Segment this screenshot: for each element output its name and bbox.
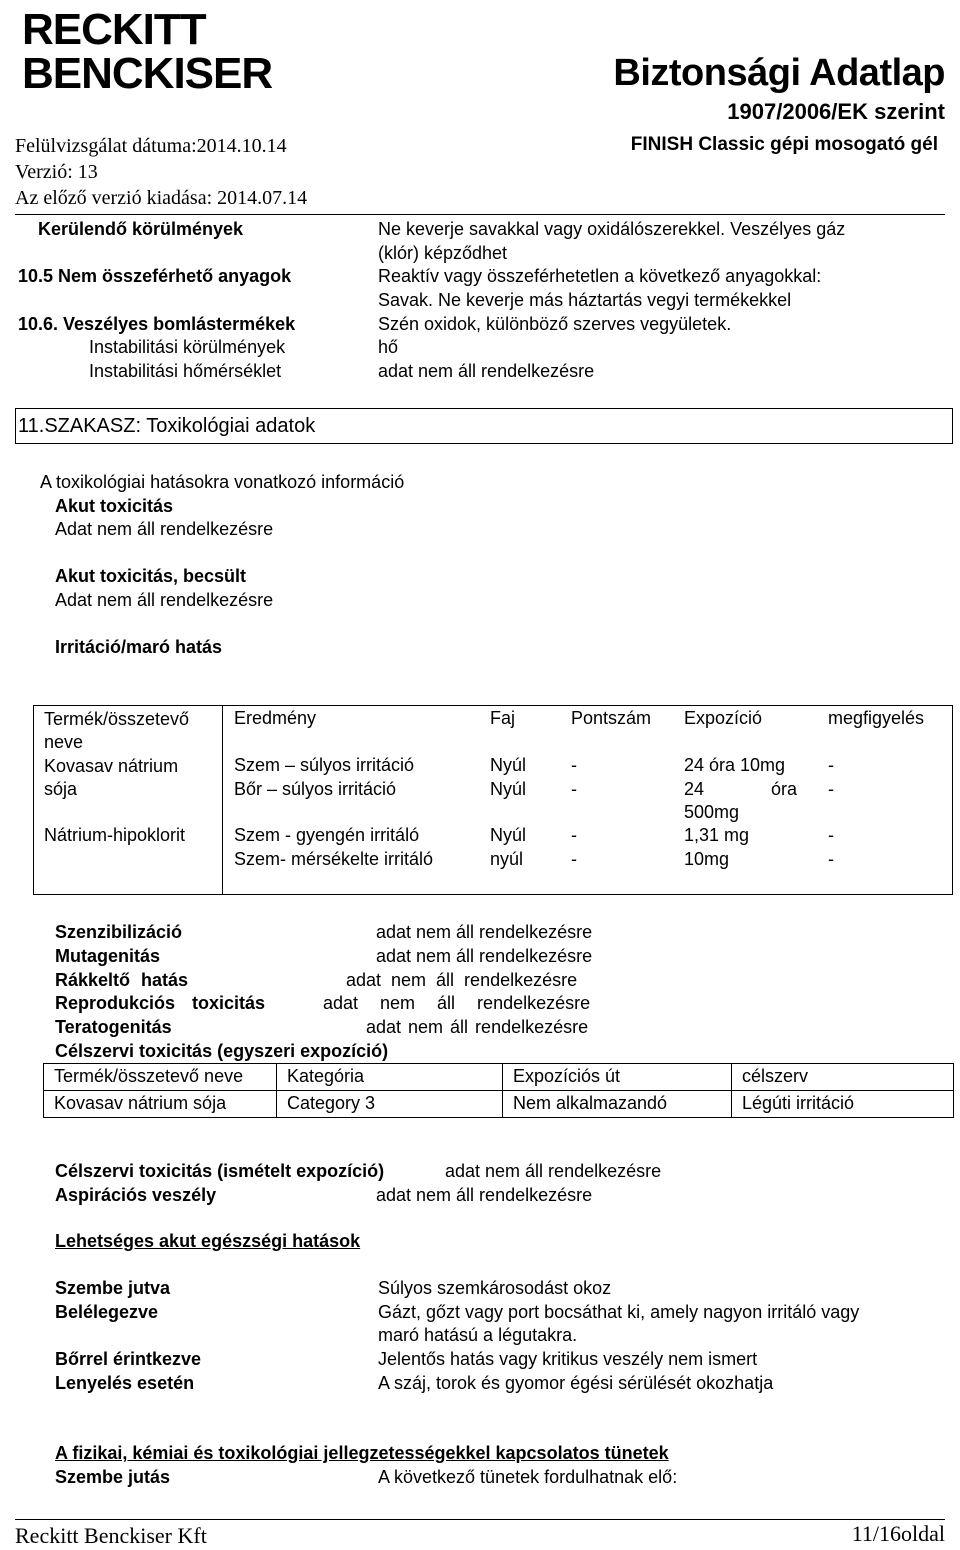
header-divider [15, 214, 945, 215]
result-1: Szem – súlyos irritáció [234, 755, 415, 775]
decomposition-label: 10.6. Veszélyes bomlástermékek [18, 314, 296, 334]
acute-toxicity-est-label: Akut toxicitás, becsült [55, 566, 247, 586]
score-2: - [571, 779, 577, 799]
logo-line-1: RECKITT [22, 5, 206, 54]
instability-temp-label: Instabilitási hőmérséklet [89, 361, 282, 381]
acute-toxicity-value: Adat nem áll rendelkezésre [55, 519, 274, 539]
acute-effects-heading: Lehetséges akut egészségi hatások [55, 1231, 361, 1251]
inhalation-value-2: maró hatású a légutakra. [378, 1325, 578, 1345]
document-title: Biztonsági Adatlap [613, 52, 945, 94]
species-3: Nyúl [490, 825, 527, 845]
col-header-route-text: Expozíciós út [513, 1066, 621, 1086]
table-header-row [44, 1064, 954, 1091]
species-4: nyúl [490, 849, 524, 869]
col-header-organ-text: célszerv [742, 1066, 809, 1086]
cell-category: Category 3 [277, 1091, 503, 1118]
instability-temp-value: adat nem áll rendelkezésre [378, 361, 595, 381]
carcinogenicity-value: adat nem áll rendelkezésre [346, 970, 578, 990]
footer-company: Reckitt Benckiser Kft [15, 1523, 207, 1548]
acute-toxicity-est-value: Adat nem áll rendelkezésre [55, 590, 274, 610]
section-11-heading-box [15, 408, 953, 444]
stot-single-heading: Célszervi toxicitás (egyszeri expozíció) [55, 1041, 389, 1061]
decomposition-value: Szén oxidok, különböző szerves vegyületek. [378, 314, 732, 334]
eye-contact-value: Súlyos szemkárosodást okoz [378, 1278, 612, 1298]
symptoms-heading: A fizikai, kémiai és toxikológiai jellegzetességekkel kapcsolatos tünetek [55, 1443, 669, 1463]
version: Verzió: 13 [15, 161, 98, 183]
instability-conditions-label: Instabilitási körülmények [89, 337, 286, 357]
cell-route: Nem alkalmazandó [503, 1091, 732, 1118]
avoid-conditions-value: Ne keverje savakkal vagy oxidálószerekkel. Veszélyes gáz [378, 219, 846, 239]
stot-repeat-label: Célszervi toxicitás (ismételt expozíció) [55, 1161, 385, 1181]
aspiration-value: adat nem áll rendelkezésre [376, 1185, 593, 1205]
mutagenicity-label: Mutagenitás [55, 946, 161, 966]
score-1: - [571, 755, 577, 775]
skin-contact-label: Bőrrel érintkezve [55, 1349, 202, 1369]
toxicology-intro: A toxikológiai hatásokra vonatkozó információ [40, 472, 405, 492]
mutagenicity-value: adat nem áll rendelkezésre [376, 946, 593, 966]
ingestion-value: A száj, torok és gyomor égési sérülését okozhatja [378, 1373, 774, 1393]
exposure-4: 10mg [684, 849, 730, 869]
inhalation-value: Gázt, gőzt vagy port bocsáthat ki, amely nagyon irritáló vagy [378, 1302, 860, 1322]
score-3: - [571, 825, 577, 845]
col-header-observation: megfigyelés [828, 708, 925, 728]
col-header-category-text: Kategória [287, 1066, 365, 1086]
reproductive-toxicity-value: adat nem áll rendelkezésre [323, 993, 591, 1013]
observation-3: - [828, 825, 834, 845]
col-header-species: Faj [490, 708, 516, 728]
species-2: Nyúl [490, 779, 527, 799]
observation-1: - [828, 755, 834, 775]
exposure-1: 24 óra 10mg [684, 755, 786, 775]
col-header-exposure: Expozíció [684, 708, 763, 728]
product-cell-1-text: Kovasav nátrium sója [44, 756, 179, 799]
incompatible-label: 10.5 Nem összeférhető anyagok [18, 266, 292, 286]
avoid-conditions-label: Kerülendő körülmények [38, 219, 244, 239]
product-cell-1 [44, 755, 214, 801]
carcinogenicity-label: Rákkeltő hatás [55, 970, 189, 990]
symptoms-eye-value: A következő tünetek fordulhatnak elő: [378, 1467, 678, 1487]
eye-contact-label: Szembe jutva [55, 1278, 171, 1298]
observation-4: - [828, 849, 834, 869]
irritation-table-divider [222, 706, 223, 894]
species-1: Nyúl [490, 755, 527, 775]
cell-product: Kovasav nátrium sója [44, 1091, 277, 1118]
col-header-score: Pontszám [571, 708, 652, 728]
footer-page-number: 11/16oldal [851, 1521, 945, 1546]
reproductive-toxicity-label: Reprodukciós toxicitás [55, 993, 266, 1013]
teratogenicity-label: Teratogenitás [55, 1017, 172, 1037]
col-header-result: Eredmény [234, 708, 317, 728]
col-header-product-text: Termék/összetevő neve [54, 1066, 244, 1086]
footer-divider [15, 1519, 945, 1520]
product-cell-2: Nátrium-hipoklorit [44, 825, 186, 845]
logo-line-2: BENCKISER [22, 49, 273, 98]
ingestion-label: Lenyelés esetén [55, 1373, 195, 1393]
result-4: Szem- mérsékelte irritáló [234, 849, 434, 869]
teratogenicity-value: adat nem áll rendelkezésre [366, 1017, 589, 1037]
cell-organ: Légúti irritáció [732, 1091, 954, 1118]
exposure-3: 1,31 mg [684, 825, 750, 845]
incompatible-value: Reaktív vagy összeférhetetlen a következő anyagokkal: [378, 266, 822, 286]
product-name: FINISH Classic gépi mosogató gél [630, 134, 938, 155]
sensitization-value: adat nem áll rendelkezésre [376, 922, 593, 942]
score-4: - [571, 849, 577, 869]
acute-toxicity-label: Akut toxicitás [55, 496, 174, 516]
instability-conditions-value: hő [378, 337, 399, 357]
inhalation-label: Belélegezve [55, 1302, 159, 1322]
observation-2: - [828, 779, 834, 799]
stot-single-table [43, 1063, 954, 1118]
col-header-product-text: Termék/összetevő neve [44, 709, 190, 752]
col-header-product [44, 1064, 277, 1091]
avoid-conditions-value-2: (klór) képződhet [378, 243, 508, 263]
regulation: 1907/2006/EK szerint [727, 99, 945, 124]
col-header-route [503, 1064, 732, 1091]
table-row [44, 1091, 954, 1118]
result-3: Szem - gyengén irritáló [234, 825, 420, 845]
previous-version: Az előző verzió kiadása: 2014.07.14 [15, 187, 308, 209]
result-2: Bőr – súlyos irritáció [234, 779, 397, 799]
col-header-category [277, 1064, 503, 1091]
col-header-organ [732, 1064, 954, 1091]
irritation-label: Irritáció/maró hatás [55, 637, 223, 657]
section-11-heading: 11.SZAKASZ: Toxikológiai adatok [18, 415, 316, 437]
aspiration-label: Aspirációs veszély [55, 1185, 217, 1205]
review-date: Felülvizsgálat dátuma:2014.10.14 [15, 135, 287, 157]
exposure-2b: óra [771, 779, 798, 799]
irritation-table [33, 705, 953, 895]
exposure-2c: 500mg [684, 802, 740, 822]
sensitization-label: Szenzibilizáció [55, 922, 183, 942]
symptoms-eye-label: Szembe jutás [55, 1467, 171, 1487]
company-logo [22, 5, 273, 98]
exposure-2a: 24 [684, 779, 705, 799]
col-header-product [44, 708, 219, 754]
skin-contact-value: Jelentős hatás vagy kritikus veszély nem ismert [378, 1349, 758, 1369]
stot-repeat-value: adat nem áll rendelkezésre [445, 1161, 662, 1181]
incompatible-value-2: Savak. Ne keverje más háztartás vegyi termékekkel [378, 290, 792, 310]
